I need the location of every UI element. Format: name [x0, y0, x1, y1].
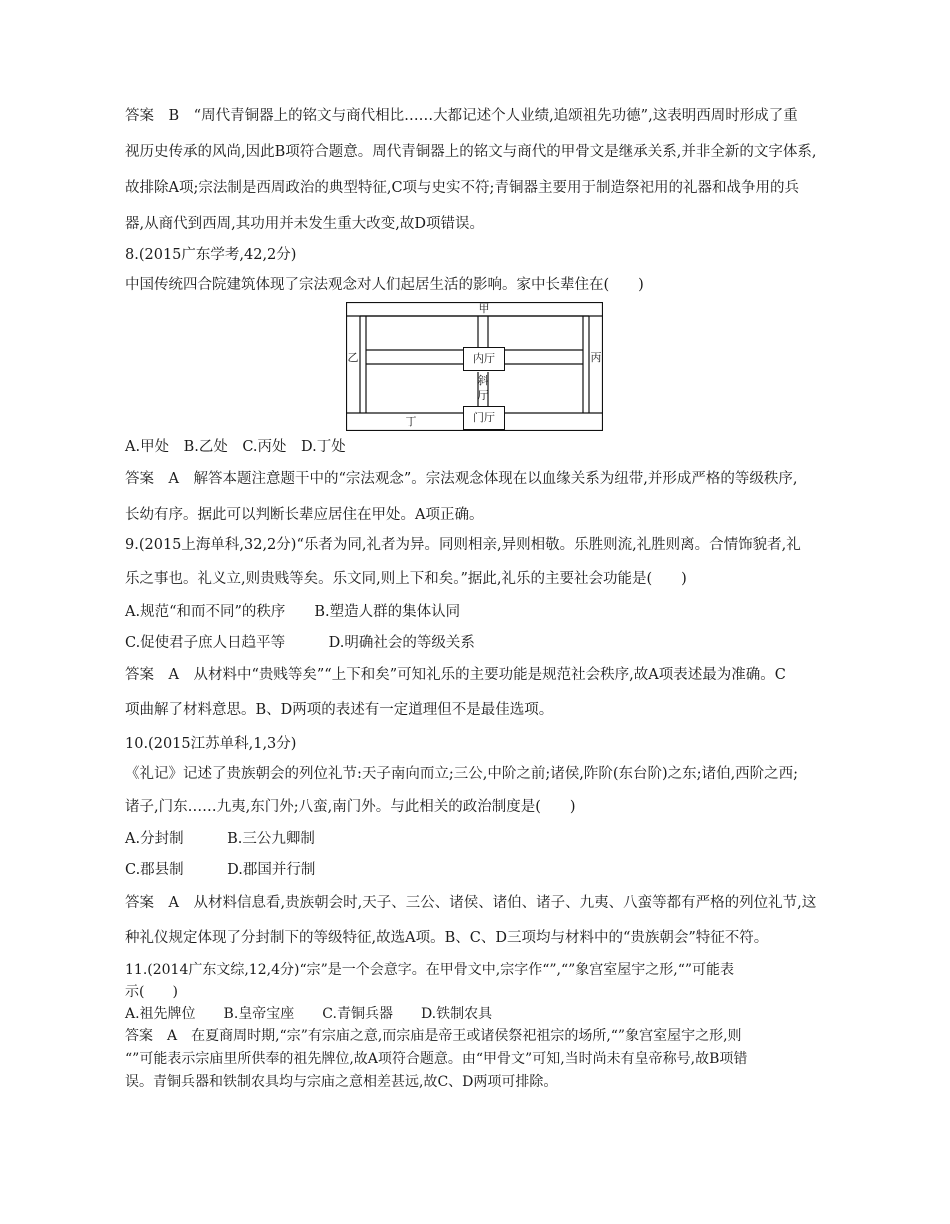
question-9-options-cd: C.促使君子庶人日趋平等 D.明确社会的等级关系 [125, 635, 475, 651]
answer-11-line-2: “”可能表示宗庙里所供奉的祖先牌位,故A项符合题意。由“甲骨文”可知,当时尚未有皇帝称号,故B项错 [125, 1051, 748, 1067]
answer-7-line-1: 答案 B “周代青铜器上的铭文与商代相比……大都记述个人业绩,追颂祖先功德”,这表明西周时形成了重 [125, 108, 798, 124]
label-xie-1: 斜 [477, 374, 489, 387]
question-10-line-1: 《礼记》记述了贵族朝会的列位礼节:天子南向而立;三公,中阶之前;诸侯,阼阶(东台阶)之东;诸伯,西阶之西; [125, 766, 799, 782]
label-bing: 丙 [590, 351, 602, 364]
answer-7-line-4: 器,从商代到西周,其功用并未发生重大改变,故D项错误。 [125, 216, 484, 232]
label-xie-2: 厅 [477, 389, 489, 402]
question-11-line-2: 示( ) [125, 984, 178, 1000]
label-men-ting: 门厅 [463, 406, 505, 430]
answer-7-line-3: 故排除A项;宗法制是西周政治的典型特征,C项与史实不符;青铜器主要用于制造祭祀用的礼器和战争用的兵 [125, 180, 799, 196]
answer-10-line-2: 种礼仪规定体现了分封制下的等级特征,故选A项。B、C、D三项均与材料中的“贵族朝会”特征不符。 [125, 930, 769, 946]
question-9-line-2: 乐之事也。礼义立,则贵贱等矣。乐文同,则上下和矣。”据此,礼乐的主要社会功能是( ) [125, 571, 687, 587]
answer-8-line-2: 长幼有序。据此可以判断长辈应居住在甲处。A项正确。 [125, 507, 484, 523]
answer-9-line-2: 项曲解了材料意思。B、D两项的表述有一定道理但不是最佳选项。 [125, 702, 554, 718]
question-10-options-ab: A.分封制 B.三公九卿制 [125, 831, 315, 847]
question-8-options: A.甲处 B.乙处 C.丙处 D.丁处 [125, 439, 346, 455]
question-9-options-ab: A.规范“和而不同”的秩序 B.塑造人群的集体认同 [125, 604, 461, 620]
label-yi: 乙 [347, 351, 359, 364]
question-8-stem: 中国传统四合院建筑体现了宗法观念对人们起居生活的影响。家中长辈住在( ) [125, 277, 644, 293]
answer-10-line-1: 答案 A 从材料信息看,贵族朝会时,天子、三公、诸侯、诸伯、诸子、九夷、八蛮等都有严格的列位礼节,这 [125, 895, 817, 911]
question-11-line-1: 11.(2014广东文综,12,4分)“宗”是一个会意字。在甲骨文中,宗字作“”,“”象宫室屋宇之形,“”可能表 [125, 962, 735, 978]
question-10-line-2: 诸子,门东……九夷,东门外;八蛮,南门外。与此相关的政治制度是( ) [125, 799, 576, 815]
question-11-options: A.祖先牌位 B.皇帝宝座 C.青铜兵器 D.铁制农具 [125, 1006, 493, 1022]
label-nei-ting: 内厅 [463, 347, 505, 371]
question-8-source: 8.(2015广东学考,42,2分) [125, 247, 297, 263]
label-jia: 甲 [478, 302, 490, 315]
question-10-options-cd: C.郡县制 D.郡国并行制 [125, 862, 316, 878]
answer-7-line-2: 视历史传承的风尚,因此B项符合题意。周代青铜器上的铭文与商代的甲骨文是继承关系,并非全新的文字体系, [125, 144, 817, 160]
answer-11-line-1: 答案 A 在夏商周时期,“宗”有宗庙之意,而宗庙是帝王或诸侯祭祀祖宗的场所,“”象宫室屋宇之形,则 [125, 1028, 742, 1044]
answer-9-line-1: 答案 A 从材料中“贵贱等矣”“上下和矣”可知礼乐的主要功能是规范社会秩序,故A项表述最为准确。C [125, 667, 786, 683]
question-10-source: 10.(2015江苏单科,1,3分) [125, 736, 297, 752]
question-9-line-1: 9.(2015上海单科,32,2分)“乐者为同,礼者为异。同则相亲,异则相敬。乐胜则流,礼胜则离。合情饰貌者,礼 [125, 537, 801, 553]
answer-11-line-3: 误。青铜兵器和铁制农具均与宗庙之意相差甚远,故C、D两项可排除。 [125, 1074, 558, 1090]
answer-8-line-1: 答案 A 解答本题注意题干中的“宗法观念”。宗法观念体现在以血缘关系为纽带,并形成严格的等级秩序, [125, 471, 798, 487]
courtyard-diagram [346, 302, 603, 431]
label-ding: 丁 [405, 415, 417, 428]
